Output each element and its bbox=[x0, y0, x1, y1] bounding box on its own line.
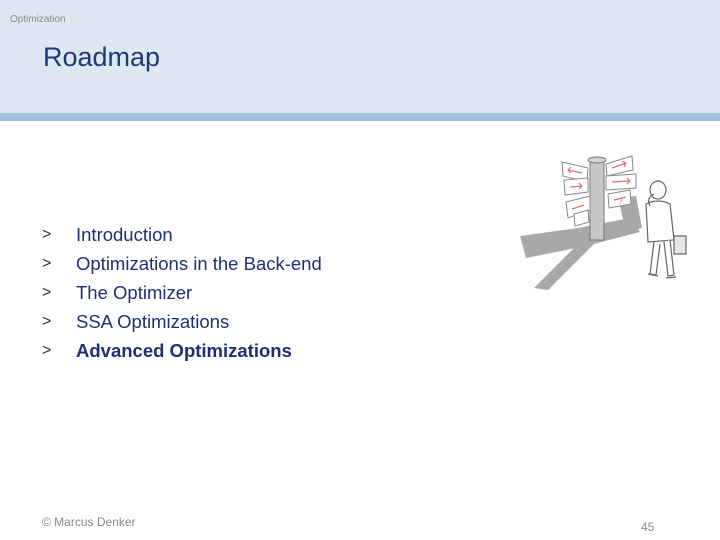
bullet-marker: > bbox=[42, 284, 52, 301]
crossroads-signpost-person-icon bbox=[518, 148, 694, 300]
roadmap-item-label: Advanced Optimizations bbox=[76, 340, 292, 361]
bullet-marker: > bbox=[42, 226, 52, 243]
header-divider bbox=[0, 113, 720, 121]
bullet-marker: > bbox=[42, 313, 52, 330]
roadmap-item-label: Introduction bbox=[76, 224, 173, 245]
svg-text:?: ? bbox=[618, 197, 623, 206]
roadmap-item-label: The Optimizer bbox=[76, 282, 193, 303]
roadmap-item-label: SSA Optimizations bbox=[76, 311, 230, 332]
bullet-marker: > bbox=[42, 255, 52, 272]
footer-copyright: © Marcus Denker bbox=[42, 515, 136, 529]
section-label: Optimization bbox=[10, 14, 66, 25]
slide-title: Roadmap bbox=[43, 42, 161, 72]
roadmap-item-label: Optimizations in the Back-end bbox=[76, 253, 322, 274]
page-number: 45 bbox=[641, 520, 655, 534]
bullet-marker: > bbox=[42, 342, 52, 359]
